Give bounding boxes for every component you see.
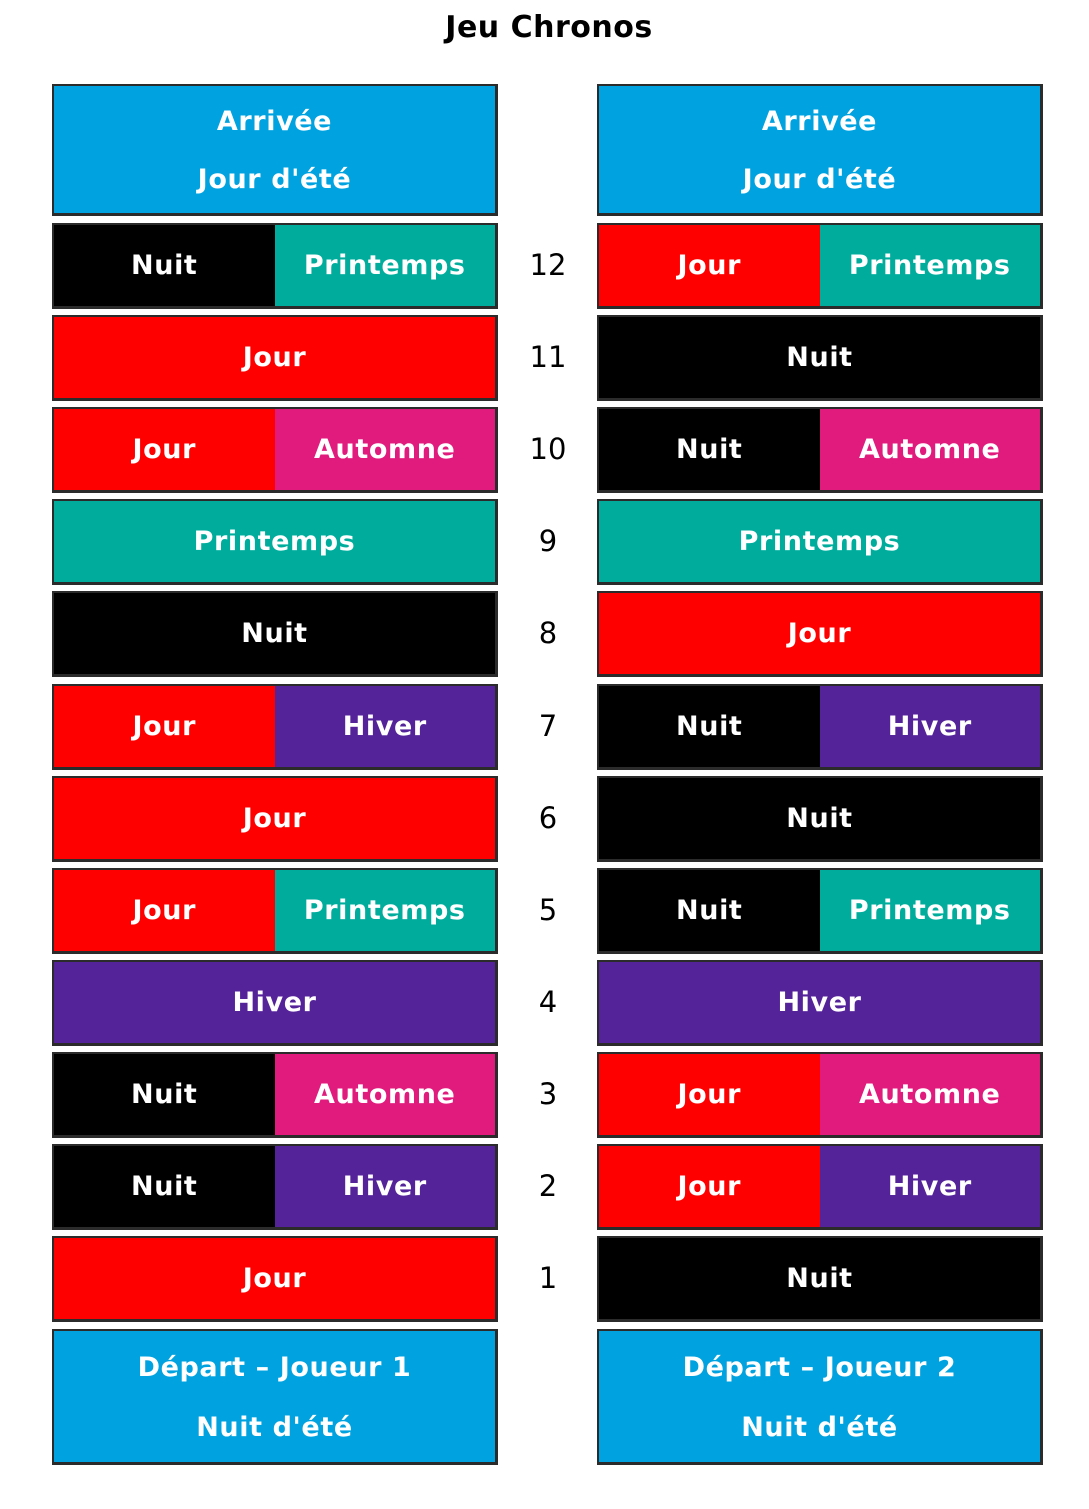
- board-row: [52, 223, 498, 309]
- row-number: 5: [538, 893, 558, 927]
- board-row: [52, 315, 498, 401]
- board-row: [597, 684, 1043, 770]
- board-row: [597, 407, 1043, 493]
- row-segment-printemps: Printemps: [820, 225, 1041, 306]
- departure-line1: Départ – Joueur 2: [682, 1351, 957, 1383]
- row-segment-automne: Automne: [820, 1054, 1041, 1135]
- row-segment-nuit: Nuit: [54, 225, 275, 306]
- board-row: [52, 407, 498, 493]
- row-segment-jour: Jour: [54, 317, 495, 398]
- row-segment-nuit: Nuit: [54, 593, 495, 674]
- row-segment-jour: Jour: [54, 409, 275, 490]
- board-row: [597, 223, 1043, 309]
- row-segment-jour: Jour: [599, 593, 1040, 674]
- row-segment-nuit: Nuit: [599, 778, 1040, 859]
- row-segment-jour: Jour: [54, 870, 275, 951]
- departure-line2: Nuit d'été: [741, 1412, 898, 1444]
- row-segment-nuit: Nuit: [599, 1238, 1040, 1319]
- row-segment-hiver: Hiver: [820, 1146, 1041, 1227]
- row-segment-nuit: Nuit: [599, 686, 820, 767]
- board-row: [52, 868, 498, 954]
- board-row: [52, 1052, 498, 1138]
- row-segment-jour: Jour: [54, 1238, 495, 1319]
- board-row: [597, 960, 1043, 1046]
- row-segment-printemps: Printemps: [599, 501, 1040, 582]
- row-segment-printemps: Printemps: [275, 870, 496, 951]
- row-segment-nuit: Nuit: [54, 1146, 275, 1227]
- row-segment-printemps: Printemps: [820, 870, 1041, 951]
- row-segment-printemps: Printemps: [275, 225, 496, 306]
- board-row: [52, 1144, 498, 1230]
- row-segment-jour: Jour: [599, 1146, 820, 1227]
- row-number: 11: [529, 340, 567, 374]
- row-number: 10: [529, 432, 567, 466]
- board-row: [52, 960, 498, 1046]
- board-row: [52, 591, 498, 677]
- board-row: [52, 1236, 498, 1322]
- board-row: [52, 776, 498, 862]
- row-number: 4: [538, 985, 558, 1019]
- board-row: [597, 868, 1043, 954]
- departure-line2: Nuit d'été: [196, 1412, 353, 1444]
- row-number: 1: [538, 1261, 558, 1295]
- board-row: [597, 1144, 1043, 1230]
- board-row: [597, 499, 1043, 585]
- page-title: Jeu Chronos: [445, 10, 653, 45]
- board-row: [597, 776, 1043, 862]
- row-number: 9: [538, 524, 558, 558]
- row-segment-nuit: Nuit: [54, 1054, 275, 1135]
- board-row: [597, 1236, 1043, 1322]
- row-segment-hiver: Hiver: [820, 686, 1041, 767]
- board-row: [597, 1052, 1043, 1138]
- board-row: [52, 499, 498, 585]
- row-number: 3: [538, 1077, 558, 1111]
- departure-line1: Départ – Joueur 1: [137, 1351, 412, 1383]
- row-number: 8: [538, 616, 558, 650]
- row-segment-nuit: Nuit: [599, 870, 820, 951]
- row-segment-jour: Jour: [54, 778, 495, 859]
- board-row: [597, 315, 1043, 401]
- row-segment-automne: Automne: [820, 409, 1041, 490]
- arrival-line1: Arrivée: [761, 105, 878, 137]
- row-segment-automne: Automne: [275, 1054, 496, 1135]
- row-segment-nuit: Nuit: [599, 317, 1040, 398]
- arrival-line1: Arrivée: [216, 105, 333, 137]
- row-segment-jour: Jour: [599, 225, 820, 306]
- board-row: [597, 591, 1043, 677]
- row-segment-hiver: Hiver: [275, 686, 496, 767]
- arrival-cell: [52, 84, 498, 216]
- row-segment-printemps: Printemps: [54, 501, 495, 582]
- row-number: 6: [538, 801, 558, 835]
- row-number: 7: [538, 709, 558, 743]
- row-number: 12: [529, 248, 567, 282]
- row-segment-hiver: Hiver: [54, 962, 495, 1043]
- row-segment-jour: Jour: [54, 686, 275, 767]
- board-row: [52, 684, 498, 770]
- arrival-cell: [597, 84, 1043, 216]
- row-segment-jour: Jour: [599, 1054, 820, 1135]
- departure-cell: [597, 1329, 1043, 1465]
- row-segment-hiver: Hiver: [275, 1146, 496, 1227]
- row-number: 2: [538, 1169, 558, 1203]
- arrival-line2: Jour d'été: [197, 164, 352, 196]
- departure-cell: [52, 1329, 498, 1465]
- arrival-line2: Jour d'été: [742, 164, 897, 196]
- row-segment-nuit: Nuit: [599, 409, 820, 490]
- row-segment-hiver: Hiver: [599, 962, 1040, 1043]
- row-segment-automne: Automne: [275, 409, 496, 490]
